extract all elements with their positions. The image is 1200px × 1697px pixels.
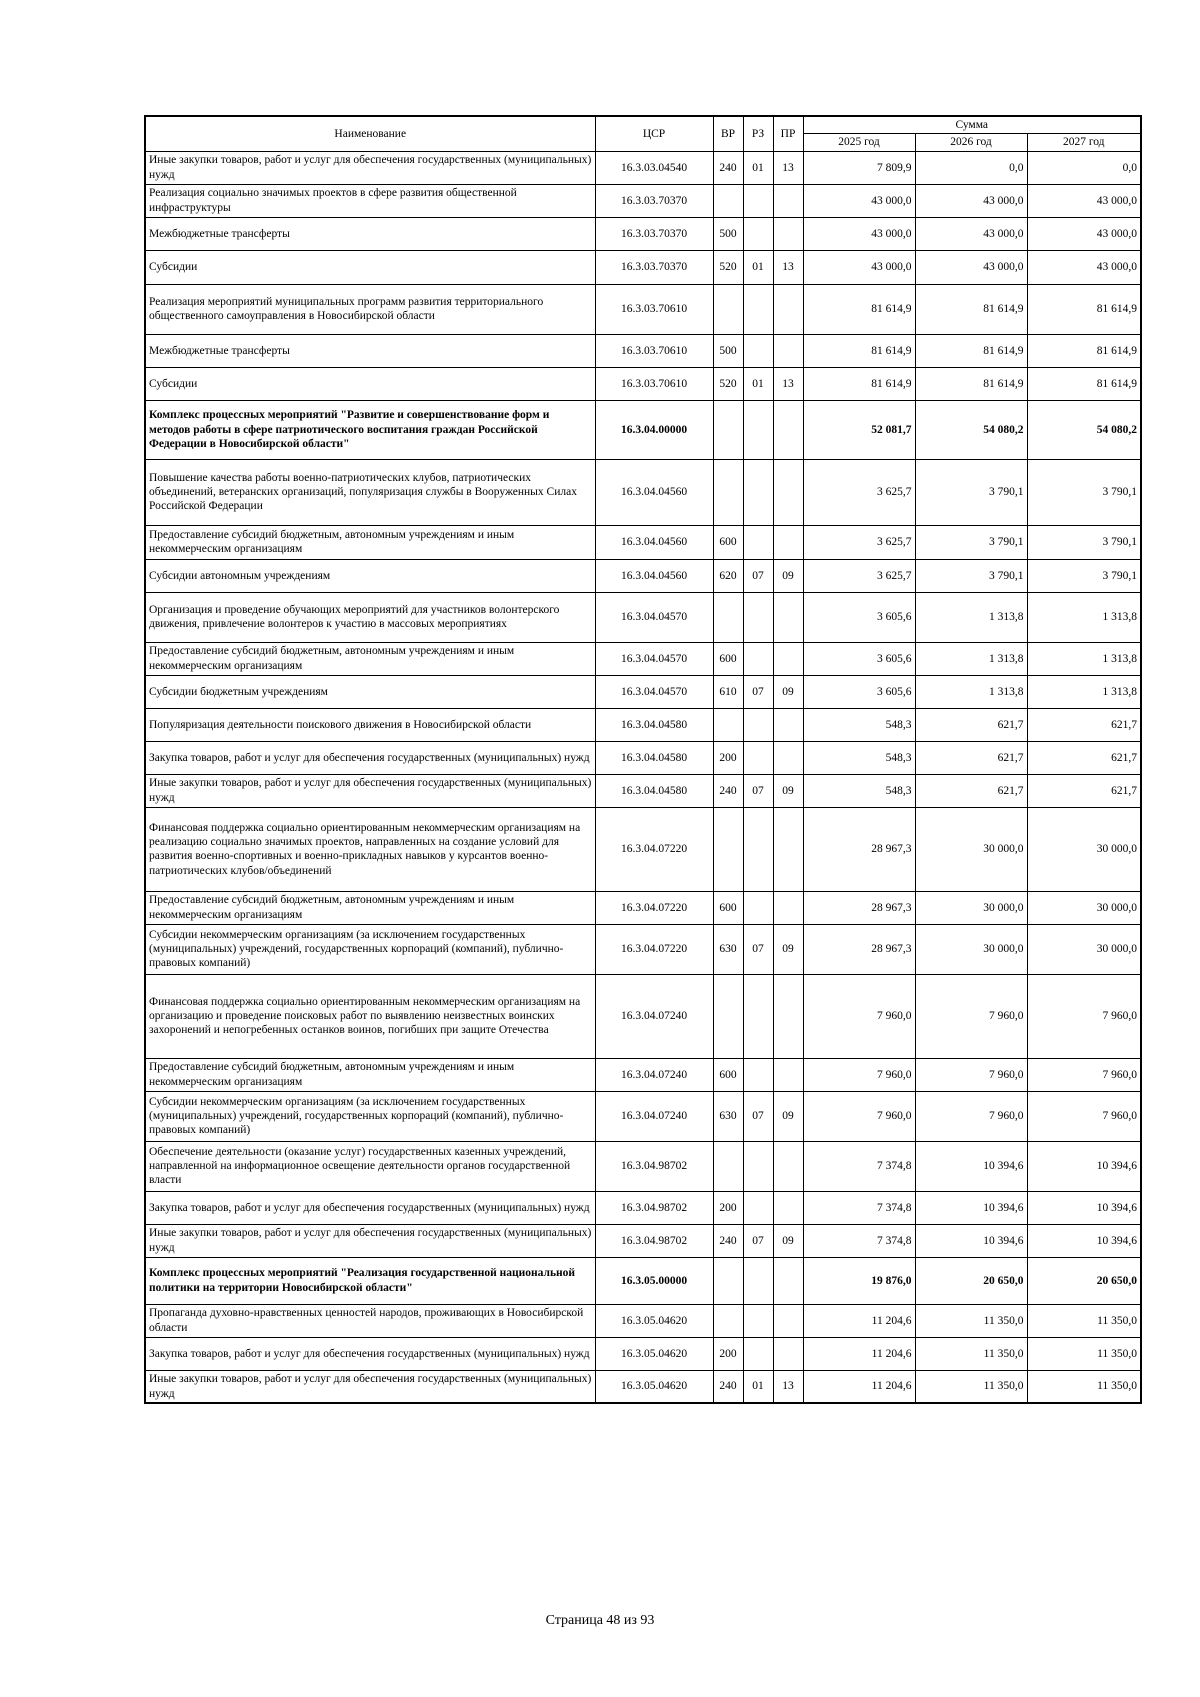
row-csr: 16.3.03.70370 [595,217,713,250]
row-sum-2027: 10 394,6 [1027,1224,1141,1257]
table-row [145,1141,1141,1191]
row-rz: 01 [743,151,773,184]
col-header-vr: ВР [713,116,743,151]
table-row [145,924,1141,974]
row-name: Закупка товаров, работ и услуг для обеспечения государственных (муниципальных) нужд [145,1337,595,1370]
row-sum-2026: 30 000,0 [915,924,1027,974]
row-sum-2026: 7 960,0 [915,974,1027,1058]
row-name: Реализация социально значимых проектов в сфере развития общественной инфраструктуры [145,184,595,217]
row-sum-2026: 11 350,0 [915,1304,1027,1337]
row-rz [743,334,773,367]
row-name: Иные закупки товаров, работ и услуг для обеспечения государственных (муниципальных) нужд [145,1370,595,1403]
row-sum-2025: 548,3 [803,708,915,741]
row-sum-2026: 30 000,0 [915,807,1027,891]
row-vr: 520 [713,367,743,400]
row-vr [713,184,743,217]
row-pr [773,184,803,217]
row-sum-2025: 28 967,3 [803,807,915,891]
row-vr: 500 [713,334,743,367]
row-pr [773,974,803,1058]
row-pr [773,334,803,367]
row-sum-2026: 621,7 [915,774,1027,807]
budget-table [144,115,1142,1404]
row-pr [773,217,803,250]
table-row [145,284,1141,334]
row-name: Закупка товаров, работ и услуг для обеспечения государственных (муниципальных) нужд [145,1191,595,1224]
row-sum-2026: 7 960,0 [915,1091,1027,1141]
table-row [145,1370,1141,1403]
row-sum-2027: 7 960,0 [1027,1091,1141,1141]
row-vr [713,592,743,642]
table-row [145,974,1141,1058]
row-csr: 16.3.04.04560 [595,459,713,525]
row-sum-2027: 621,7 [1027,774,1141,807]
row-vr: 200 [713,1337,743,1370]
row-sum-2026: 54 080,2 [915,400,1027,459]
row-rz [743,1304,773,1337]
row-pr [773,642,803,675]
row-rz: 07 [743,924,773,974]
row-csr: 16.3.04.07240 [595,974,713,1058]
row-sum-2026: 1 313,8 [915,675,1027,708]
row-pr: 09 [773,1224,803,1257]
table-row [145,891,1141,924]
row-rz: 01 [743,250,773,284]
row-vr: 240 [713,151,743,184]
row-pr [773,807,803,891]
row-name: Организация и проведение обучающих мероприятий для участников волонтерского движения, привлечение волонтеров к участию в массовых мероприятиях [145,592,595,642]
row-pr [773,741,803,774]
row-vr [713,459,743,525]
row-sum-2026: 7 960,0 [915,1058,1027,1091]
row-sum-2025: 28 967,3 [803,924,915,974]
row-rz [743,184,773,217]
table-row [145,1304,1141,1337]
row-csr: 16.3.04.04560 [595,559,713,592]
col-header-csr: ЦСР [595,116,713,151]
row-rz: 07 [743,1091,773,1141]
row-sum-2027: 11 350,0 [1027,1337,1141,1370]
row-sum-2026: 43 000,0 [915,184,1027,217]
row-vr: 200 [713,741,743,774]
table-body [145,151,1141,1403]
row-rz [743,1257,773,1304]
row-sum-2026: 0,0 [915,151,1027,184]
row-sum-2027: 81 614,9 [1027,367,1141,400]
row-rz [743,459,773,525]
row-vr: 630 [713,924,743,974]
row-pr: 09 [773,1091,803,1141]
row-sum-2027: 3 790,1 [1027,459,1141,525]
row-sum-2025: 3 605,6 [803,592,915,642]
row-sum-2026: 11 350,0 [915,1337,1027,1370]
table-row [145,250,1141,284]
col-header-pr: ПР [773,116,803,151]
row-sum-2027: 10 394,6 [1027,1191,1141,1224]
row-sum-2027: 7 960,0 [1027,1058,1141,1091]
row-rz [743,400,773,459]
row-sum-2026: 1 313,8 [915,642,1027,675]
row-csr: 16.3.04.07220 [595,891,713,924]
row-sum-2027: 1 313,8 [1027,675,1141,708]
row-rz: 01 [743,367,773,400]
row-csr: 16.3.05.04620 [595,1304,713,1337]
row-rz: 07 [743,559,773,592]
row-csr: 16.3.05.00000 [595,1257,713,1304]
row-sum-2027: 11 350,0 [1027,1304,1141,1337]
row-sum-2027: 81 614,9 [1027,284,1141,334]
row-vr [713,1257,743,1304]
row-vr: 600 [713,1058,743,1091]
row-name: Предоставление субсидий бюджетным, автономным учреждениям и иным некоммерческим организациям [145,642,595,675]
col-header-2027: 2027 год [1027,134,1141,151]
table-row [145,459,1141,525]
row-csr: 16.3.04.07240 [595,1058,713,1091]
row-vr [713,284,743,334]
row-sum-2027: 1 313,8 [1027,592,1141,642]
row-sum-2027: 30 000,0 [1027,924,1141,974]
row-name: Закупка товаров, работ и услуг для обеспечения государственных (муниципальных) нужд [145,741,595,774]
row-pr [773,1058,803,1091]
row-rz [743,807,773,891]
row-vr [713,807,743,891]
row-csr: 16.3.03.04540 [595,151,713,184]
row-pr: 09 [773,924,803,974]
table-row [145,184,1141,217]
table-row [145,1091,1141,1141]
row-csr: 16.3.03.70610 [595,367,713,400]
table-row [145,807,1141,891]
row-sum-2026: 10 394,6 [915,1191,1027,1224]
row-pr: 13 [773,1370,803,1403]
row-sum-2026: 10 394,6 [915,1224,1027,1257]
row-vr [713,974,743,1058]
row-sum-2026: 81 614,9 [915,334,1027,367]
col-header-sum: Сумма [803,116,1141,134]
row-sum-2025: 548,3 [803,741,915,774]
row-pr [773,1337,803,1370]
row-vr: 200 [713,1191,743,1224]
row-sum-2027: 30 000,0 [1027,891,1141,924]
row-csr: 16.3.04.98702 [595,1141,713,1191]
row-sum-2025: 19 876,0 [803,1257,915,1304]
row-name: Субсидии автономным учреждениям [145,559,595,592]
row-rz: 07 [743,675,773,708]
row-vr [713,400,743,459]
row-rz [743,592,773,642]
table-row [145,741,1141,774]
row-csr: 16.3.04.04570 [595,592,713,642]
table-row [145,151,1141,184]
row-rz [743,708,773,741]
row-sum-2025: 3 605,6 [803,675,915,708]
row-sum-2026: 11 350,0 [915,1370,1027,1403]
row-name: Иные закупки товаров, работ и услуг для обеспечения государственных (муниципальных) нужд [145,151,595,184]
col-header-rz: РЗ [743,116,773,151]
row-csr: 16.3.03.70610 [595,284,713,334]
col-header-2025: 2025 год [803,134,915,151]
table-row [145,1257,1141,1304]
table-row [145,559,1141,592]
row-sum-2025: 7 960,0 [803,974,915,1058]
row-sum-2025: 11 204,6 [803,1304,915,1337]
row-sum-2027: 621,7 [1027,741,1141,774]
row-name: Популяризация деятельности поискового движения в Новосибирской области [145,708,595,741]
row-sum-2025: 7 374,8 [803,1224,915,1257]
row-rz [743,525,773,559]
row-sum-2025: 7 809,9 [803,151,915,184]
row-sum-2025: 7 374,8 [803,1141,915,1191]
row-sum-2025: 3 625,7 [803,525,915,559]
row-sum-2026: 1 313,8 [915,592,1027,642]
row-csr: 16.3.04.00000 [595,400,713,459]
row-rz: 01 [743,1370,773,1403]
col-header-name: Наименование [145,116,595,151]
table-row [145,774,1141,807]
table-row [145,334,1141,367]
row-rz [743,741,773,774]
row-name: Комплекс процессных мероприятий "Развитие и совершенствование форм и методов работы в сфере патриотического воспитания граждан Российской Федерации в Новосибирской области" [145,400,595,459]
row-sum-2025: 43 000,0 [803,250,915,284]
row-vr: 520 [713,250,743,284]
row-sum-2026: 3 790,1 [915,559,1027,592]
row-rz [743,1141,773,1191]
row-rz [743,217,773,250]
row-sum-2025: 52 081,7 [803,400,915,459]
row-name: Межбюджетные трансферты [145,217,595,250]
row-sum-2027: 11 350,0 [1027,1370,1141,1403]
row-csr: 16.3.04.04570 [595,642,713,675]
row-vr [713,1141,743,1191]
row-name: Предоставление субсидий бюджетным, автономным учреждениям и иным некоммерческим организациям [145,1058,595,1091]
row-rz [743,891,773,924]
row-sum-2026: 43 000,0 [915,250,1027,284]
row-vr: 600 [713,525,743,559]
table-row [145,1058,1141,1091]
row-name: Межбюджетные трансферты [145,334,595,367]
row-vr: 500 [713,217,743,250]
row-pr: 09 [773,774,803,807]
row-csr: 16.3.04.07220 [595,807,713,891]
table-row [145,1337,1141,1370]
row-name: Субсидии [145,250,595,284]
row-vr: 610 [713,675,743,708]
row-sum-2025: 3 625,7 [803,459,915,525]
row-sum-2025: 43 000,0 [803,217,915,250]
row-vr: 620 [713,559,743,592]
row-sum-2025: 28 967,3 [803,891,915,924]
row-sum-2026: 30 000,0 [915,891,1027,924]
row-sum-2026: 621,7 [915,741,1027,774]
row-csr: 16.3.03.70610 [595,334,713,367]
header-row-1 [145,116,1141,134]
row-name: Обеспечение деятельности (оказание услуг) государственных казенных учреждений, направленной на информационное освещение деятельности органов государственной власти [145,1141,595,1191]
row-rz [743,642,773,675]
row-pr: 13 [773,250,803,284]
table-row [145,592,1141,642]
row-sum-2027: 3 790,1 [1027,559,1141,592]
row-vr: 600 [713,642,743,675]
row-sum-2025: 81 614,9 [803,284,915,334]
row-pr [773,1191,803,1224]
row-pr [773,1304,803,1337]
row-name: Иные закупки товаров, работ и услуг для обеспечения государственных (муниципальных) нужд [145,774,595,807]
table-row [145,217,1141,250]
row-sum-2026: 20 650,0 [915,1257,1027,1304]
row-name: Иные закупки товаров, работ и услуг для обеспечения государственных (муниципальных) нужд [145,1224,595,1257]
row-pr [773,891,803,924]
row-pr [773,1257,803,1304]
row-pr [773,708,803,741]
row-csr: 16.3.04.04580 [595,741,713,774]
row-vr [713,708,743,741]
row-sum-2025: 43 000,0 [803,184,915,217]
row-name: Финансовая поддержка социально ориентированным некоммерческим организациям на организацию и проведение поисковых работ по выявлению неизвестных воинских захоронений и непогребенных останков воинов, погибших при защите Отечества [145,974,595,1058]
row-csr: 16.3.04.98702 [595,1224,713,1257]
row-sum-2025: 81 614,9 [803,367,915,400]
table-row [145,400,1141,459]
row-sum-2026: 3 790,1 [915,525,1027,559]
row-csr: 16.3.04.04570 [595,675,713,708]
row-pr: 09 [773,675,803,708]
row-sum-2027: 20 650,0 [1027,1257,1141,1304]
row-pr [773,1141,803,1191]
row-pr [773,525,803,559]
row-sum-2026: 81 614,9 [915,284,1027,334]
row-csr: 16.3.03.70370 [595,184,713,217]
row-sum-2025: 7 960,0 [803,1091,915,1141]
row-sum-2027: 0,0 [1027,151,1141,184]
page-number: Страница 48 из 93 [545,1613,655,1628]
row-csr: 16.3.04.98702 [595,1191,713,1224]
row-rz [743,1058,773,1091]
row-csr: 16.3.05.04620 [595,1337,713,1370]
row-pr: 13 [773,367,803,400]
row-vr: 600 [713,891,743,924]
row-vr: 630 [713,1091,743,1141]
row-csr: 16.3.04.04560 [595,525,713,559]
row-sum-2027: 1 313,8 [1027,642,1141,675]
row-vr [713,1304,743,1337]
row-name: Пропаганда духовно-нравственных ценностей народов, проживающих в Новосибирской области [145,1304,595,1337]
row-sum-2027: 7 960,0 [1027,974,1141,1058]
row-sum-2025: 3 625,7 [803,559,915,592]
row-name: Субсидии некоммерческим организациям (за исключением государственных (муниципальных) учреждений, государственных корпораций (компаний), публично-правовых компаний) [145,924,595,974]
table-row [145,367,1141,400]
row-sum-2027: 43 000,0 [1027,217,1141,250]
row-rz: 07 [743,774,773,807]
table-row [145,1224,1141,1257]
row-pr [773,284,803,334]
table-row [145,525,1141,559]
row-name: Субсидии некоммерческим организациям (за исключением государственных (муниципальных) учреждений, государственных корпораций (компаний), публично-правовых компаний) [145,1091,595,1141]
row-vr: 240 [713,774,743,807]
row-sum-2026: 10 394,6 [915,1141,1027,1191]
row-sum-2027: 54 080,2 [1027,400,1141,459]
row-sum-2025: 11 204,6 [803,1337,915,1370]
row-name: Реализация мероприятий муниципальных программ развития территориального общественного самоуправления в Новосибирской области [145,284,595,334]
row-sum-2026: 621,7 [915,708,1027,741]
row-sum-2026: 81 614,9 [915,367,1027,400]
table-row [145,1191,1141,1224]
row-sum-2026: 43 000,0 [915,217,1027,250]
row-sum-2027: 30 000,0 [1027,807,1141,891]
row-pr: 13 [773,151,803,184]
row-csr: 16.3.03.70370 [595,250,713,284]
col-header-2026: 2026 год [915,134,1027,151]
row-rz [743,284,773,334]
table-row [145,642,1141,675]
row-name: Субсидии бюджетным учреждениям [145,675,595,708]
row-csr: 16.3.04.07240 [595,1091,713,1141]
row-pr: 09 [773,559,803,592]
row-csr: 16.3.04.04580 [595,708,713,741]
row-sum-2026: 3 790,1 [915,459,1027,525]
row-sum-2025: 548,3 [803,774,915,807]
row-csr: 16.3.05.04620 [595,1370,713,1403]
row-csr: 16.3.04.07220 [595,924,713,974]
row-sum-2027: 621,7 [1027,708,1141,741]
row-name: Комплекс процессных мероприятий "Реализация государственной национальной политики на территории Новосибирской области" [145,1257,595,1304]
row-rz [743,1191,773,1224]
row-csr: 16.3.04.04580 [595,774,713,807]
row-sum-2025: 7 960,0 [803,1058,915,1091]
row-sum-2025: 3 605,6 [803,642,915,675]
row-rz: 07 [743,1224,773,1257]
row-sum-2027: 3 790,1 [1027,525,1141,559]
row-sum-2025: 7 374,8 [803,1191,915,1224]
row-name: Предоставление субсидий бюджетным, автономным учреждениям и иным некоммерческим организациям [145,525,595,559]
row-sum-2025: 11 204,6 [803,1370,915,1403]
row-sum-2027: 10 394,6 [1027,1141,1141,1191]
table-row [145,675,1141,708]
row-rz [743,1337,773,1370]
row-pr [773,400,803,459]
row-sum-2027: 43 000,0 [1027,250,1141,284]
row-name: Повышение качества работы военно-патриотических клубов, патриотических объединений, ветеранских организаций, популяризация службы в Вооруженных Силах Российской Федерации [145,459,595,525]
row-sum-2027: 81 614,9 [1027,334,1141,367]
row-rz [743,974,773,1058]
row-name: Субсидии [145,367,595,400]
row-vr: 240 [713,1370,743,1403]
table-row [145,708,1141,741]
row-name: Финансовая поддержка социально ориентированным некоммерческим организациям на реализацию социально значимых проектов, направленных на создание условий для развития военно-спортивных и военно-прикладных навыков у курсантов военно-патриотических клубов/объединений [145,807,595,891]
row-sum-2025: 81 614,9 [803,334,915,367]
row-name: Предоставление субсидий бюджетным, автономным учреждениям и иным некоммерческим организациям [145,891,595,924]
row-pr [773,459,803,525]
row-sum-2027: 43 000,0 [1027,184,1141,217]
row-pr [773,592,803,642]
row-vr: 240 [713,1224,743,1257]
